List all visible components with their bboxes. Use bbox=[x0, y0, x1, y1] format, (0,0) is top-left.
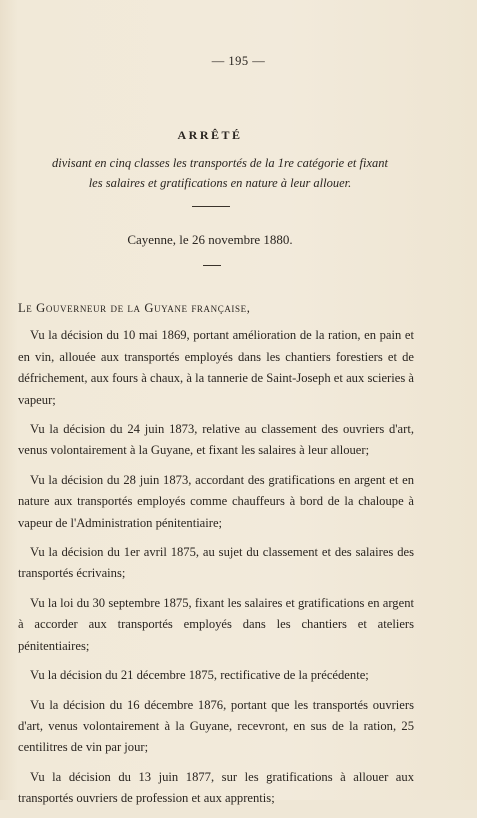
separator-rule bbox=[203, 265, 221, 266]
separator-rule bbox=[192, 206, 230, 207]
subtitle-line: les salaires et gratifications en nature à leur allouer. bbox=[88, 176, 352, 190]
paragraph: Vu la décision du 13 juin 1877, sur les gratifications à allouer aux transportés ouvriers de profession et aux apprentis; bbox=[18, 769, 414, 806]
paragraph: Vu la loi du 30 septembre 1875, fixant les salaires et gratifications en argent à accorder aux transportés employés dans les chantiers et ateliers pénitentiaires; bbox=[18, 595, 414, 653]
paragraph: Vu la décision du 16 décembre 1876, portant que les transportés ouvriers d'art, venus volontairement à la Guyane, recevront, en sus de la ration, 25 centilitres de vin par jour; bbox=[18, 697, 414, 755]
paragraph: Vu la décision du 10 mai 1869, portant amélioration de la ration, en pain et en vin, allouée aux transportés employés dans les chantiers forestiers et de défrichement, aux fours à chaux, à la tannerie de Saint-Joseph et aux scieries à vapeur; bbox=[18, 328, 414, 407]
paragraph: Vu la décision du 1er avril 1875, au sujet du classement et des salaires des transportés écrivains; bbox=[18, 545, 414, 581]
subtitle-line: divisant en cinq classes les transportés de la 1re catégorie et fixant bbox=[52, 156, 388, 170]
dateline: Cayenne, le 26 novembre 1880. bbox=[127, 232, 293, 247]
page-number: — 195 — bbox=[211, 54, 266, 68]
body-text bbox=[18, 298, 414, 818]
document-subtitle bbox=[30, 153, 410, 193]
paragraph: Vu la décision du 28 juin 1873, accordant des gratifications en argent et en nature aux transportés employés comme chauffeurs à bord de la chaloupe à vapeur de l'Administration pénitentiaire; bbox=[18, 472, 414, 530]
document-title: ARRÊTÉ bbox=[177, 128, 243, 142]
opening-line: Le Gouverneur de la Guyane française, bbox=[18, 301, 251, 315]
paragraph: Vu la décision du 21 décembre 1875, rectificative de la précédente; bbox=[30, 668, 369, 683]
paragraph: Vu la décision du 24 juin 1873, relative au classement des ouvriers d'art, venus volontairement à la Guyane, et fixant les salaires à leur allouer; bbox=[18, 422, 414, 458]
